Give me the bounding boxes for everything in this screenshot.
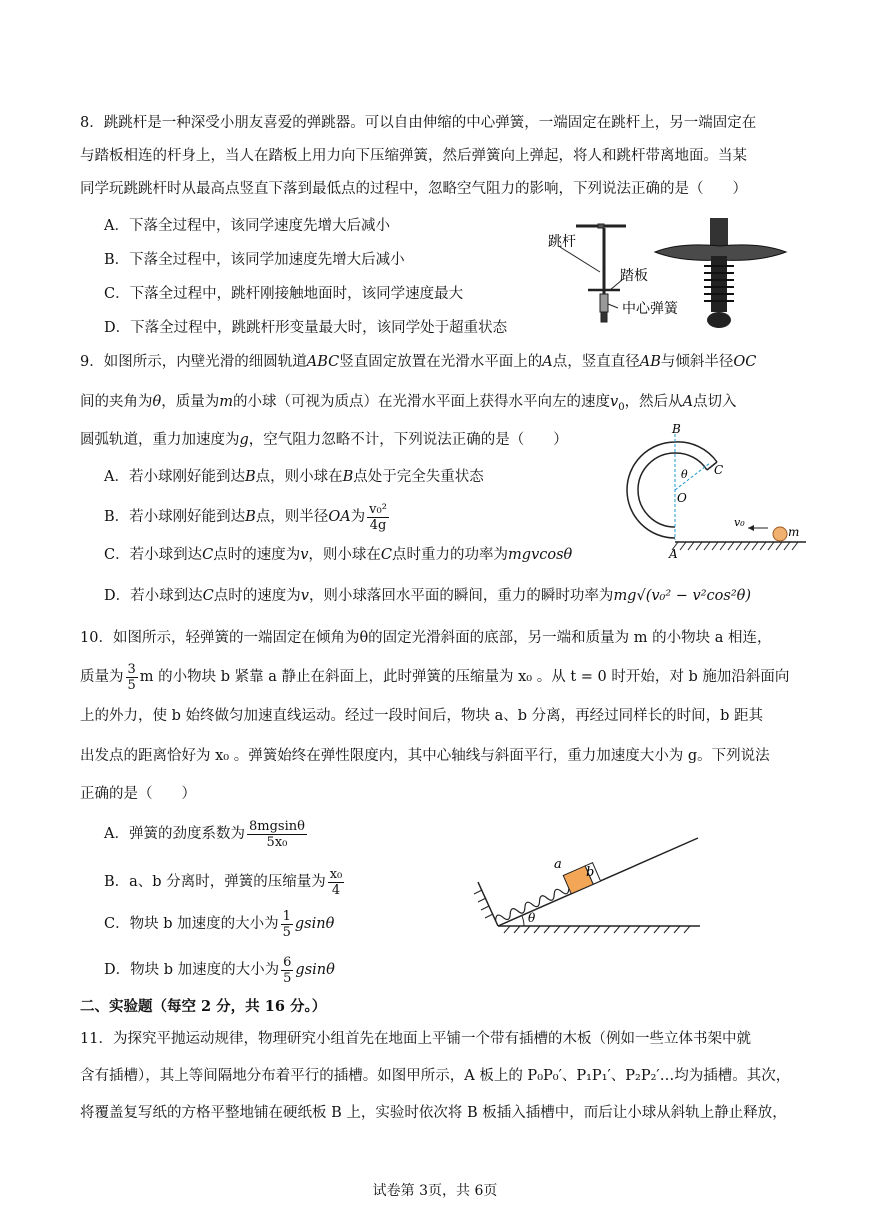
q10-option-d <box>104 952 335 988</box>
q9-opt-expr: mg√(v₀² − v²cos²θ) <box>613 588 752 604</box>
q9-stem-line-1 <box>80 352 756 372</box>
q8-option-d: D．下落全过程中，跳跳杆形变量最大时，该同学处于超重状态 <box>104 320 508 336</box>
page-footer: 试卷第 3页，共 6页 <box>372 1183 498 1199</box>
fraction-numerator: 8mgsinθ <box>248 818 305 834</box>
q10-stem-line-2 <box>80 660 789 694</box>
q9-option-c <box>104 545 572 565</box>
q9-opt-text: 点时的速度为 <box>213 547 301 563</box>
label-a: a <box>554 857 562 872</box>
q10-stem-line-4: 出发点的距离恰好为 x₀ 。弹簧始终在弹性限度内，其中心轴线与斜面平行，重力加速度大小为 g。下列说法 <box>80 748 770 764</box>
label-v0: v₀ <box>734 516 745 529</box>
arrow-head <box>748 525 754 531</box>
label-b: b <box>586 865 595 880</box>
q10-incline-figure <box>470 830 710 935</box>
fraction-denominator: 5 <box>282 924 291 940</box>
fraction-numerator: 3 <box>127 661 136 677</box>
q8-option-b: B．下落全过程中，该同学加速度先增大后减小 <box>104 252 405 268</box>
q9-g: g <box>239 432 249 448</box>
q9-m: m <box>219 394 233 410</box>
label-m: m <box>788 525 800 539</box>
q9-text: ，质量为 <box>161 394 220 410</box>
wall <box>478 882 498 926</box>
q10-stem-line-3: 上的外力，使 b 始终做匀加速直线运动。经过一段时间后，物块 a、b 分离，再经过同样长的时间，b 距其 <box>80 708 764 724</box>
q10-text: 质量为 <box>80 669 124 685</box>
fraction-numerator: 1 <box>282 908 291 924</box>
fraction-denominator: 5x₀ <box>266 834 288 850</box>
label-a: A <box>669 547 678 561</box>
fraction-denominator: 4 <box>331 882 341 898</box>
q9-v0: v <box>609 394 619 410</box>
q9-text: 间的夹角为 <box>80 394 153 410</box>
fraction-denominator: 5 <box>283 970 292 986</box>
q9-opt-var: OA <box>328 509 351 525</box>
ground-hatching <box>672 542 798 550</box>
q9-text: 圆弧轨道，重力加速度为 <box>80 432 240 448</box>
q9-text: 点，竖直直径 <box>552 354 640 370</box>
q9-opt-text: 为 <box>350 509 366 525</box>
q9-opt-expr: mgvcosθ <box>508 547 573 563</box>
q10-text: m 的小物块 b 紧靠 a 静止在斜面上，此时弹簧的压缩量为 x₀ 。从 t = 0 时开始，对 b 施加沿斜面向 <box>139 669 790 685</box>
q9-opt-text: A．若小球刚好能到达 <box>104 469 245 485</box>
q9-text: 竖直固定放置在光滑水平面上的 <box>339 354 543 370</box>
q9-a-point: A <box>682 394 694 410</box>
q9-text: 与倾斜半径 <box>660 354 734 370</box>
label-o: O <box>677 491 687 505</box>
q9-opt-var: v <box>300 547 309 563</box>
q8-option-a: A．下落全过程中，该同学速度先增大后减小 <box>104 218 390 234</box>
fraction-denominator: 5 <box>127 677 136 693</box>
q10-opt-expr: gsinθ <box>294 916 335 932</box>
q10-stem-line-1: 10．如图所示，轻弹簧的一端固定在倾角为θ的固定光滑斜面的底部，另一端和质量为 m 的小物块 a 相连， <box>80 630 772 646</box>
q9-text: ，空气阻力忽略不计，下列说法正确的是（ ） <box>248 432 568 448</box>
label-pole: 跳杆 <box>548 234 576 250</box>
circular-track <box>627 442 717 538</box>
q10-option-a <box>104 816 309 852</box>
label-theta: θ <box>681 468 688 481</box>
q9-opt-text: 点时重力的功率为 <box>392 547 509 563</box>
label-spring: 中心弹簧 <box>622 301 678 317</box>
q8-option-c: C．下落全过程中，跳杆刚接触地面时，该同学速度最大 <box>104 286 464 302</box>
label-c: C <box>714 463 724 477</box>
label-b: B <box>672 422 681 436</box>
q9-text: ，然后从 <box>624 394 683 410</box>
q9-opt-text: 点，则半径 <box>255 509 329 525</box>
q10-fraction <box>328 867 345 898</box>
ground-hatching <box>504 926 690 933</box>
q9-text: 的小球（可视为质点）在光滑水平面上获得水平向左的速度 <box>232 394 610 410</box>
q9-ab: AB <box>639 354 661 370</box>
q10-option-b <box>104 864 346 900</box>
fraction-denominator: 4g <box>369 517 387 533</box>
q9-stem-line-2: 间的夹角为θ，质量为m的小球（可视为质点）在光滑水平面上获得水平向左的速度$v_0$，然后从A点切入 <box>80 394 737 413</box>
q9-opt-text: 点时的速度为 <box>213 588 301 604</box>
q9-option-a <box>104 467 484 487</box>
q9-opt-var: C <box>380 547 393 563</box>
q11-line-1: 11．为探究平抛运动规律，物理研究小组首先在地面上平铺一个带有插槽的木板（例如一些立体书架中就 <box>80 1031 751 1047</box>
q9-opt-text: D．若小球到达 <box>104 588 203 604</box>
q11-line-3: 将覆盖复写纸的方格平整地铺在硬纸板 B 上，实验时依次将 B 板插入插槽中，而后让小球从斜轨上静止释放， <box>80 1105 787 1121</box>
q9-opt-text: ，则小球在 <box>308 547 381 563</box>
fraction-numerator: x₀ <box>329 866 343 882</box>
label-theta: θ <box>528 911 536 925</box>
q9-opt-var: C <box>202 588 214 604</box>
q10-opt-text: B．a、b 分离时，弹簧的压缩量为 <box>104 874 326 890</box>
q9-opt-var: C <box>202 547 214 563</box>
q9-text: 点切入 <box>693 394 737 410</box>
q9-opt-var: B <box>245 509 256 525</box>
q10-fraction <box>281 909 293 940</box>
q9-track-figure <box>618 420 808 565</box>
q9-opt-var: B <box>342 469 354 485</box>
q9-opt-text: 点处于完全失重状态 <box>353 469 484 485</box>
q8-stem-line-2: 与踏板相连的杆身上，当人在踏板上用力向下压缩弹簧，然后弹簧向上弹起，将人和跳杆带离地面。当某 <box>80 148 747 164</box>
q11-line-2: 含有插槽），其上等间隔地分布着平行的插槽。如图甲所示，A 板上的 P₀P₀′、P₁P₁′、P₂P₂′…均为插槽。其次， <box>80 1068 791 1084</box>
label-pedal: 踏板 <box>620 268 648 284</box>
q9-opt-var: B <box>244 469 256 485</box>
q10-fraction <box>281 955 293 986</box>
q8-stem-line-1: 8．跳跳杆是一种深受小朋友喜爱的弹跳器。可以自由伸缩的中心弹簧，一端固定在跳杆上，另一端固定在 <box>80 115 757 131</box>
q10-stem-line-5: 正确的是（ ） <box>80 786 196 802</box>
fraction-numerator: 6 <box>283 954 292 970</box>
q10-fraction <box>126 662 138 693</box>
q10-option-c <box>104 906 334 942</box>
angle-arc <box>522 916 524 926</box>
q10-fraction <box>247 819 307 850</box>
q9-a-point: A <box>542 354 553 370</box>
q10-opt-text: C．物块 b 加速度的大小为 <box>104 916 279 932</box>
section-title-experiments: 二、实验题（每空 2 分，共 16 分。） <box>80 998 327 1015</box>
q8-stem-line-3: 同学玩跳跳杆时从最高点竖直下落到最低点的过程中，忽略空气阻力的影响，下列说法正确的是（ ） <box>80 181 747 197</box>
q9-opt-text: ，则小球落回水平面的瞬间，重力的瞬时功率为 <box>308 588 614 604</box>
q9-theta: θ <box>152 394 162 410</box>
spring-and-blocks <box>490 863 601 926</box>
q9-fraction <box>367 502 389 533</box>
q9-option-d <box>104 586 751 606</box>
q9-opt-text: 点，则小球在 <box>255 469 343 485</box>
q10-opt-text: D．物块 b 加速度的大小为 <box>104 962 280 978</box>
q9-stem-line-3 <box>80 430 568 450</box>
q9-option-b <box>104 499 391 535</box>
q9-text: 9．如图所示，内壁光滑的细圆轨道 <box>80 354 307 370</box>
q10-opt-expr: gsinθ <box>295 962 335 978</box>
q9-opt-text: C．若小球到达 <box>104 547 203 563</box>
ball <box>773 527 787 541</box>
fraction-numerator: v₀² <box>369 501 387 517</box>
q9-oc: OC <box>733 354 757 370</box>
q10-opt-text: A．弹簧的劲度系数为 <box>104 826 245 842</box>
q9-abc: ABC <box>306 354 340 370</box>
q9-opt-var: v <box>300 588 309 604</box>
q8-pogo-figure <box>540 212 790 337</box>
q9-opt-text: B．若小球刚好能到达 <box>104 509 246 525</box>
